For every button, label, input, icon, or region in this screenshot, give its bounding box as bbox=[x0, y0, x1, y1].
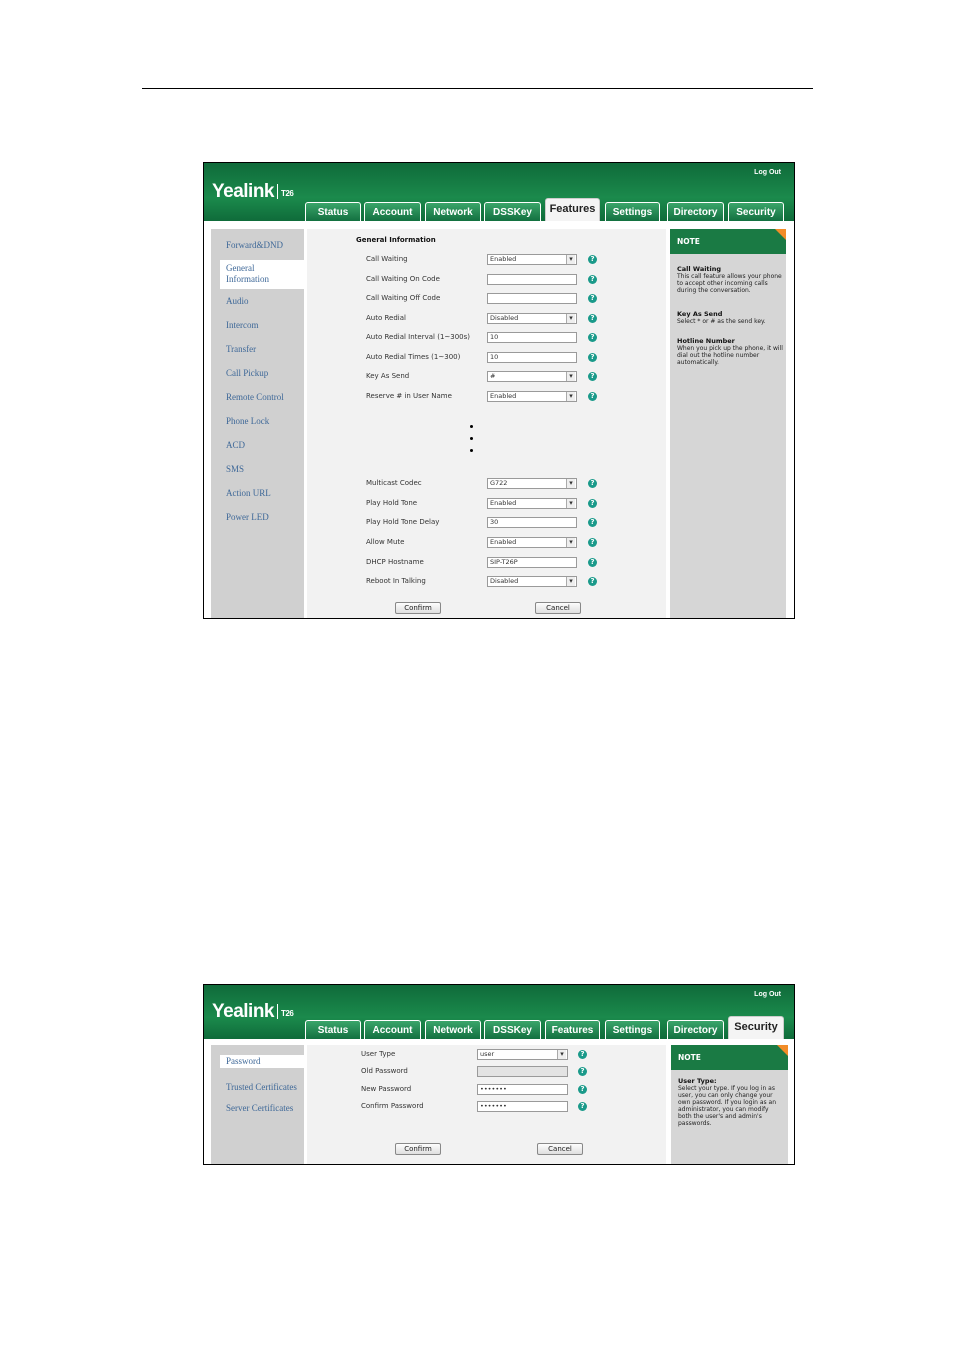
cancel-button[interactable]: Cancel bbox=[537, 1143, 583, 1155]
note-title-key-as-send: Key As Send bbox=[677, 310, 723, 318]
call-waiting-select[interactable]: Enabled ▾ bbox=[487, 254, 577, 265]
tab-features[interactable]: Features bbox=[545, 198, 600, 221]
field-label-call-waiting-off-code: Call Waiting Off Code bbox=[366, 294, 441, 302]
help-icon[interactable]: ? bbox=[588, 314, 597, 323]
confirm-password-input[interactable]: ••••••• bbox=[477, 1101, 568, 1112]
yealink-logo: Yealink T26 bbox=[212, 181, 294, 202]
logout-link[interactable]: Log Out bbox=[754, 169, 781, 176]
user-type-select[interactable]: user ▾ bbox=[477, 1049, 568, 1060]
field-label-user-type: User Type bbox=[361, 1050, 396, 1058]
header-bar bbox=[204, 163, 794, 221]
sidebar-item-power-led[interactable]: Power LED bbox=[226, 512, 269, 522]
help-icon[interactable]: ? bbox=[588, 577, 597, 586]
sidebar-item-password[interactable]: Password bbox=[220, 1055, 306, 1068]
field-label-new-password: New Password bbox=[361, 1085, 412, 1093]
sidebar-item-forward-dnd[interactable]: Forward&DND bbox=[226, 240, 283, 250]
help-icon[interactable]: ? bbox=[588, 479, 597, 488]
tab-dsskey[interactable]: DSSKey bbox=[484, 202, 541, 221]
note-title-call-waiting: Call Waiting bbox=[677, 265, 722, 273]
help-icon[interactable]: ? bbox=[588, 538, 597, 547]
auto-redial-interval-1-300s-input[interactable]: 10 bbox=[487, 332, 577, 343]
tab-status[interactable]: Status bbox=[305, 202, 361, 221]
cancel-button[interactable]: Cancel bbox=[535, 602, 581, 614]
tab-account[interactable]: Account bbox=[364, 202, 421, 221]
reboot-in-talking-select[interactable]: Disabled ▾ bbox=[487, 576, 577, 587]
play-hold-tone-select[interactable]: Enabled ▾ bbox=[487, 498, 577, 509]
section-title: General Information bbox=[356, 236, 436, 244]
play-hold-tone-delay-input[interactable]: 30 bbox=[487, 517, 577, 528]
sidebar-item-action-url[interactable]: Action URL bbox=[226, 488, 271, 498]
new-password-input[interactable]: ••••••• bbox=[477, 1084, 568, 1095]
tab-directory[interactable]: Directory bbox=[667, 1020, 724, 1039]
allow-mute-select[interactable]: Enabled ▾ bbox=[487, 537, 577, 548]
help-icon[interactable]: ? bbox=[588, 558, 597, 567]
help-icon[interactable]: ? bbox=[588, 294, 597, 303]
sidebar-item-call-pickup[interactable]: Call Pickup bbox=[226, 368, 269, 378]
help-icon[interactable]: ? bbox=[578, 1067, 587, 1076]
help-icon[interactable]: ? bbox=[588, 518, 597, 527]
field-label-dhcp-hostname: DHCP Hostname bbox=[366, 558, 424, 566]
help-icon[interactable]: ? bbox=[588, 353, 597, 362]
field-label-reserve-in-user-name: Reserve # in User Name bbox=[366, 392, 452, 400]
field-label-allow-mute: Allow Mute bbox=[366, 538, 405, 546]
sidebar-item-remote-control[interactable]: Remote Control bbox=[226, 392, 284, 402]
note-text: Select your type. If you log in as user, you can only change your own password. If you login as an administrator, you can modify both the user's and admin's passwords. bbox=[678, 1085, 777, 1127]
tab-security[interactable]: Security bbox=[728, 202, 784, 221]
sidebar-item-phone-lock[interactable]: Phone Lock bbox=[226, 416, 270, 426]
password-form bbox=[307, 1045, 666, 1165]
sidebar-item-transfer[interactable]: Transfer bbox=[226, 344, 257, 354]
field-label-auto-redial-interval-1-300s: Auto Redial Interval (1~300s) bbox=[366, 333, 471, 341]
tab-account[interactable]: Account bbox=[364, 1020, 421, 1039]
note-text: This call feature allows your phone to accept other incoming calls during the conversation. bbox=[677, 273, 782, 294]
field-label-play-hold-tone-delay: Play Hold Tone Delay bbox=[366, 518, 440, 526]
left-nav bbox=[211, 1045, 304, 1165]
auto-redial-times-1-300-input[interactable]: 10 bbox=[487, 352, 577, 363]
reserve-in-user-name-select[interactable]: Enabled ▾ bbox=[487, 391, 577, 402]
ellipsis-vertical-icon bbox=[470, 425, 473, 461]
confirm-button[interactable]: Confirm bbox=[395, 602, 441, 614]
tab-network[interactable]: Network bbox=[425, 202, 481, 221]
field-label-old-password: Old Password bbox=[361, 1067, 408, 1075]
help-icon[interactable]: ? bbox=[578, 1085, 587, 1094]
help-icon[interactable]: ? bbox=[578, 1102, 587, 1111]
field-label-multicast-codec: Multicast Codec bbox=[366, 479, 422, 487]
sidebar-item-trusted-certificates[interactable]: Trusted Certificates bbox=[226, 1082, 297, 1092]
settings-form bbox=[307, 229, 666, 619]
sidebar-item-intercom[interactable]: Intercom bbox=[226, 320, 259, 330]
tab-settings[interactable]: Settings bbox=[605, 202, 660, 221]
field-label-play-hold-tone: Play Hold Tone bbox=[366, 499, 418, 507]
help-icon[interactable]: ? bbox=[588, 255, 597, 264]
help-icon[interactable]: ? bbox=[588, 372, 597, 381]
sidebar-item-sms[interactable]: SMS bbox=[226, 464, 245, 474]
help-icon[interactable]: ? bbox=[588, 499, 597, 508]
field-label-call-waiting-on-code: Call Waiting On Code bbox=[366, 275, 440, 283]
old-password-input bbox=[477, 1066, 568, 1077]
key-as-send-select[interactable]: # ▾ bbox=[487, 371, 577, 382]
field-label-reboot-in-talking: Reboot In Talking bbox=[366, 577, 426, 585]
sidebar-item-label: Information bbox=[226, 274, 269, 284]
tab-dsskey[interactable]: DSSKey bbox=[484, 1020, 541, 1039]
header-bar bbox=[204, 985, 794, 1039]
confirm-button[interactable]: Confirm bbox=[395, 1143, 441, 1155]
note-heading: NOTE bbox=[671, 1045, 788, 1070]
tab-features[interactable]: Features bbox=[545, 1020, 600, 1039]
field-label-auto-redial-times-1-300: Auto Redial Times (1~300) bbox=[366, 353, 461, 361]
tab-network[interactable]: Network bbox=[425, 1020, 481, 1039]
logout-link[interactable]: Log Out bbox=[754, 991, 781, 998]
field-label-confirm-password: Confirm Password bbox=[361, 1102, 424, 1110]
tab-settings[interactable]: Settings bbox=[605, 1020, 660, 1039]
note-text: Select * or # as the send key. bbox=[677, 318, 766, 325]
sidebar-item-audio[interactable]: Audio bbox=[226, 296, 249, 306]
security-password-screen bbox=[203, 984, 795, 1165]
sidebar-item-label: General bbox=[226, 263, 255, 273]
sidebar-item-general-information[interactable] bbox=[220, 260, 306, 289]
dhcp-hostname-input[interactable]: SIP-T26P bbox=[487, 557, 577, 568]
field-label-key-as-send: Key As Send bbox=[366, 372, 410, 380]
multicast-codec-select[interactable]: G722 ▾ bbox=[487, 478, 577, 489]
tab-status[interactable]: Status bbox=[305, 1020, 361, 1039]
field-label-call-waiting: Call Waiting bbox=[366, 255, 408, 263]
call-waiting-off-code-input[interactable] bbox=[487, 293, 577, 304]
help-icon[interactable]: ? bbox=[578, 1050, 587, 1059]
field-label-auto-redial: Auto Redial bbox=[366, 314, 406, 322]
yealink-logo: Yealink T26 bbox=[212, 1001, 294, 1022]
note-panel bbox=[671, 1045, 788, 1165]
features-general-info-screen bbox=[203, 162, 795, 619]
note-title-user-type: User Type: bbox=[678, 1077, 717, 1085]
note-panel bbox=[670, 229, 786, 619]
note-title-hotline-number: Hotline Number bbox=[677, 337, 735, 345]
sidebar-item-server-certificates[interactable]: Server Certificates bbox=[226, 1103, 294, 1113]
note-heading: NOTE bbox=[670, 229, 786, 254]
sidebar-item-acd[interactable]: ACD bbox=[226, 440, 246, 450]
tab-directory[interactable]: Directory bbox=[667, 202, 724, 221]
call-waiting-on-code-input[interactable] bbox=[487, 274, 577, 285]
auto-redial-select[interactable]: Disabled ▾ bbox=[487, 313, 577, 324]
help-icon[interactable]: ? bbox=[588, 392, 597, 401]
page-header-rule bbox=[142, 88, 813, 89]
help-icon[interactable]: ? bbox=[588, 333, 597, 342]
note-text: When you pick up the phone, it will dial out the hotline number automatically. bbox=[677, 345, 783, 366]
left-nav bbox=[211, 229, 304, 619]
help-icon[interactable]: ? bbox=[588, 275, 597, 284]
tab-security[interactable]: Security bbox=[728, 1016, 784, 1039]
